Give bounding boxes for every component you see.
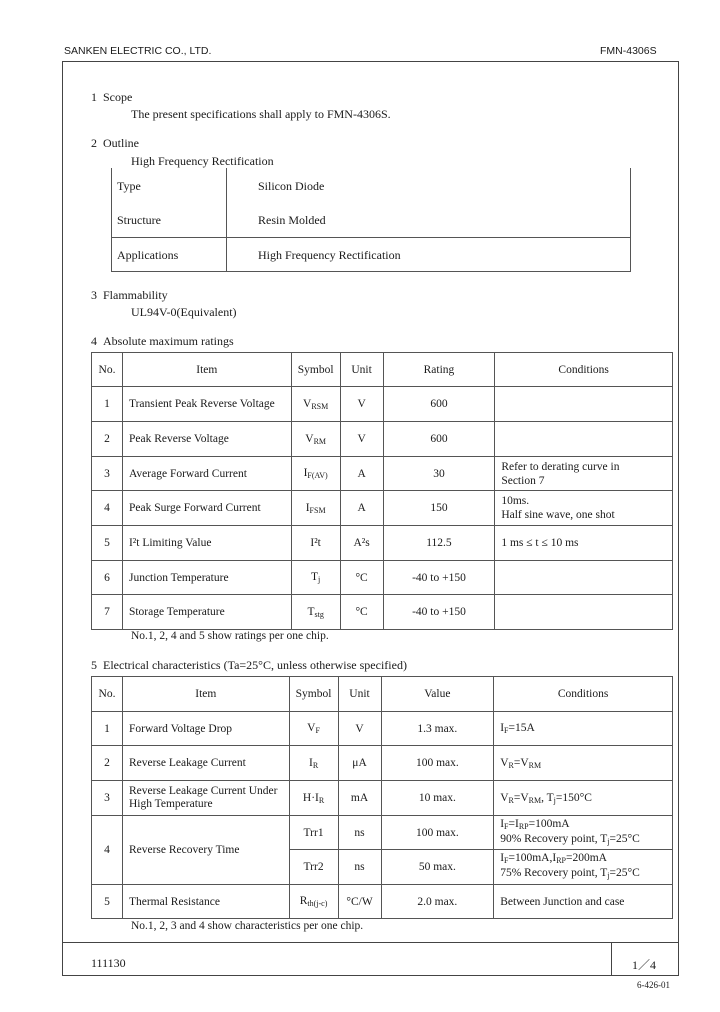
row-unit: °C	[340, 595, 383, 630]
elec-note: No.1, 2, 3 and 4 show characteristics per one chip.	[131, 920, 364, 932]
table-row	[92, 457, 673, 491]
cond-sub: j	[607, 836, 610, 846]
symbol-sub: th(j-c)	[307, 899, 328, 908]
section-flammability-heading	[91, 288, 168, 303]
row-rating: -40 to +150	[383, 595, 495, 630]
table-row	[92, 781, 673, 816]
row-unit: ns	[338, 850, 381, 885]
symbol-main: I	[308, 756, 313, 769]
row-unit: μA	[338, 746, 381, 781]
row-no: 6	[92, 561, 123, 595]
row-symbol	[291, 561, 340, 595]
section-title: Scope	[103, 90, 133, 104]
table-row	[92, 746, 673, 781]
row-value: 2.0 max.	[381, 885, 494, 919]
header-conditions: Conditions	[494, 677, 673, 712]
row-value: 10 max.	[381, 781, 494, 816]
table-header-row	[92, 677, 673, 712]
row-conditions	[495, 491, 673, 526]
row-conditions	[494, 850, 673, 885]
row-item: Forward Voltage Drop	[122, 712, 289, 746]
row-no: 5	[92, 526, 123, 561]
symbol-main: H·I	[302, 791, 319, 804]
table-row	[92, 491, 673, 526]
cond-sub: RM	[528, 795, 542, 805]
cond-part: =100mA	[528, 817, 570, 830]
header-item: Item	[122, 353, 291, 387]
row-item: Average Forward Current	[122, 457, 291, 491]
symbol-main: I²t	[310, 537, 321, 549]
item-line: Reverse Leakage Current Under	[128, 785, 278, 797]
section-number: 5	[91, 658, 97, 672]
row-no: 1	[92, 712, 123, 746]
item-line: High Temperature	[128, 798, 213, 810]
outline-table	[111, 168, 631, 272]
header-value: Value	[381, 677, 494, 712]
symbol-main: I	[305, 501, 310, 514]
absmax-table	[91, 352, 673, 630]
cond-part: 75% Recovery point, T	[500, 867, 608, 879]
cond-sub: RM	[528, 760, 542, 770]
row-item: Peak Reverse Voltage	[122, 422, 291, 457]
row-symbol	[291, 457, 340, 491]
row-symbol: Trr2	[289, 850, 338, 885]
outline-subtitle: High Frequency Rectification	[131, 154, 274, 168]
row-unit: °C	[340, 561, 383, 595]
row-value: 50 max.	[381, 850, 494, 885]
table-row	[92, 561, 673, 595]
condition-line: 10ms.	[501, 495, 530, 507]
cond-part: =V	[513, 756, 529, 769]
header-no: No.	[92, 677, 123, 712]
header-symbol: Symbol	[289, 677, 338, 712]
section-number: 4	[91, 334, 97, 348]
row-conditions	[495, 387, 673, 422]
row-unit: V	[340, 387, 383, 422]
row-conditions	[495, 457, 673, 491]
section-scope-heading	[91, 90, 132, 105]
symbol-sub: RSM	[311, 401, 329, 411]
row-conditions	[495, 595, 673, 630]
symbol-sub: F	[315, 726, 320, 735]
header-no: No.	[92, 353, 123, 387]
row-conditions	[494, 816, 673, 850]
cond-sub: j	[553, 795, 556, 805]
page-number: 1／4	[632, 958, 657, 972]
cond-part: I	[500, 817, 505, 830]
section-title: Electrical characteristics (Ta=25°C, unless otherwise specified)	[103, 658, 407, 672]
row-item: Transient Peak Reverse Voltage	[122, 387, 291, 422]
row-item: Reverse Leakage Current	[122, 746, 289, 781]
row-symbol	[291, 526, 340, 561]
symbol-main: R	[299, 895, 308, 907]
cond-part: =25°C	[609, 832, 640, 845]
row-value: 100 max.	[381, 816, 494, 850]
cond-part: =15A	[508, 722, 535, 734]
section-title: Absolute maximum ratings	[103, 334, 234, 348]
footer-code: 111130	[91, 956, 126, 970]
row-no: 4	[92, 491, 123, 526]
cond-part: I	[500, 722, 505, 734]
condition-line: Half sine wave, one shot	[501, 509, 615, 521]
row-item: Thermal Resistance	[122, 885, 289, 919]
table-row	[92, 712, 673, 746]
row-item: Reverse Recovery Time	[122, 816, 289, 885]
section-number: 2	[91, 136, 97, 150]
row-conditions	[494, 746, 673, 781]
cond-part: 90% Recovery point, T	[500, 832, 608, 845]
row-rating: 112.5	[383, 526, 495, 561]
row-no: 4	[92, 816, 123, 885]
row-rating: 150	[383, 491, 495, 526]
table-row	[92, 595, 673, 630]
table-row	[92, 816, 673, 850]
cond-sub: F	[504, 726, 509, 735]
row-item: Peak Surge Forward Current	[122, 491, 291, 526]
row-unit: A	[340, 457, 383, 491]
row-unit: V	[338, 712, 381, 746]
cond-sub: RP	[518, 821, 529, 831]
row-conditions	[495, 561, 673, 595]
table-row	[92, 387, 673, 422]
symbol-sub: R	[312, 760, 319, 770]
section-elec-heading	[91, 658, 407, 673]
outline-type-label: Type	[117, 179, 141, 193]
outline-structure-label: Structure	[117, 213, 161, 227]
cond-part: I	[500, 852, 505, 864]
row-rating: 600	[383, 422, 495, 457]
section-absmax-heading	[91, 334, 234, 349]
row-unit: ns	[338, 816, 381, 850]
row-conditions: Between Junction and case	[494, 885, 673, 919]
row-item	[122, 781, 289, 816]
row-no: 1	[92, 387, 123, 422]
row-item: Storage Temperature	[122, 595, 291, 630]
row-conditions: 1 ms ≤ t ≤ 10 ms	[495, 526, 673, 561]
condition-line: Section 7	[501, 474, 545, 487]
row-no: 3	[92, 457, 123, 491]
outline-applications-value: High Frequency Rectification	[258, 248, 401, 262]
absmax-note: No.1, 2, 4 and 5 show ratings per one chip.	[131, 630, 329, 642]
symbol-main: V	[307, 722, 316, 734]
table-row	[92, 526, 673, 561]
row-conditions	[494, 712, 673, 746]
row-no: 7	[92, 595, 123, 630]
row-item: I²t Limiting Value	[122, 526, 291, 561]
row-symbol	[291, 595, 340, 630]
outline-type-value: Silicon Diode	[258, 179, 325, 193]
cond-part: V	[500, 756, 509, 769]
row-rating: -40 to +150	[383, 561, 495, 595]
table-row	[92, 885, 673, 919]
row-symbol	[291, 491, 340, 526]
row-symbol	[289, 746, 338, 781]
row-symbol: Trr1	[289, 816, 338, 850]
row-symbol	[289, 781, 338, 816]
header-symbol: Symbol	[291, 353, 340, 387]
row-rating: 600	[383, 387, 495, 422]
table-row	[92, 422, 673, 457]
header-conditions: Conditions	[495, 353, 673, 387]
row-unit: V	[340, 422, 383, 457]
section-number: 1	[91, 90, 97, 104]
cond-part: =V	[513, 791, 529, 804]
cond-part: V	[500, 791, 509, 804]
cond-sub: RP	[556, 856, 566, 865]
form-number: 6-426-01	[637, 980, 670, 990]
symbol-sub: j	[318, 575, 321, 584]
scope-text: The present specifications shall apply to FMN-4306S.	[131, 107, 391, 121]
row-unit: mA	[338, 781, 381, 816]
symbol-main: V	[303, 397, 312, 410]
part-number: FMN-4306S	[600, 45, 657, 57]
cond-sub: F	[504, 821, 509, 831]
row-no: 5	[92, 885, 123, 919]
footer-box	[62, 943, 679, 976]
header-unit: Unit	[340, 353, 383, 387]
row-unit: A	[340, 491, 383, 526]
row-symbol	[289, 712, 338, 746]
outline-structure-value: Resin Molded	[258, 213, 326, 227]
symbol-sub: RM	[313, 436, 327, 446]
row-value: 100 max.	[381, 746, 494, 781]
cond-part: =150°C	[555, 791, 592, 804]
row-conditions	[495, 422, 673, 457]
row-symbol	[289, 885, 338, 919]
cond-part: =25°C	[609, 867, 640, 879]
symbol-main: T	[311, 571, 319, 583]
outline-applications-label: Applications	[117, 248, 179, 262]
symbol-main: I	[303, 467, 308, 479]
footer-divider	[611, 943, 612, 976]
header-item: Item	[122, 677, 289, 712]
section-outline-heading	[91, 136, 139, 151]
row-no: 2	[92, 746, 123, 781]
table-header-row	[92, 353, 673, 387]
cond-part: =200mA	[565, 852, 607, 864]
condition-line: Refer to derating curve in	[501, 460, 620, 473]
row-unit: A²s	[340, 526, 383, 561]
elec-table	[91, 676, 673, 919]
symbol-sub: FSM	[309, 505, 326, 515]
row-rating: 30	[383, 457, 495, 491]
row-no: 2	[92, 422, 123, 457]
cond-part: =I	[508, 817, 519, 830]
row-unit: °C/W	[338, 885, 381, 919]
row-symbol	[291, 422, 340, 457]
cond-sub: R	[508, 795, 514, 805]
symbol-sub: F(AV)	[307, 471, 328, 480]
section-number: 3	[91, 288, 97, 302]
header-unit: Unit	[338, 677, 381, 712]
cond-part: , T	[541, 791, 554, 804]
row-item: Junction Temperature	[122, 561, 291, 595]
symbol-sub: R	[318, 795, 325, 805]
section-title: Flammability	[103, 288, 168, 302]
row-no: 3	[92, 781, 123, 816]
section-title: Outline	[103, 136, 139, 150]
company-name: SANKEN ELECTRIC CO., LTD.	[64, 45, 212, 57]
cond-sub: F	[504, 856, 509, 865]
header-rating: Rating	[383, 353, 495, 387]
symbol-main: T	[307, 605, 315, 618]
row-conditions	[494, 781, 673, 816]
row-value: 1.3 max.	[381, 712, 494, 746]
row-symbol	[291, 387, 340, 422]
cond-part: =100mA,I	[508, 852, 557, 864]
symbol-main: V	[305, 432, 314, 445]
cond-sub: R	[508, 760, 514, 770]
flammability-value: UL94V-0(Equivalent)	[131, 305, 237, 319]
symbol-sub: stg	[314, 609, 324, 619]
cond-sub: j	[607, 871, 610, 880]
